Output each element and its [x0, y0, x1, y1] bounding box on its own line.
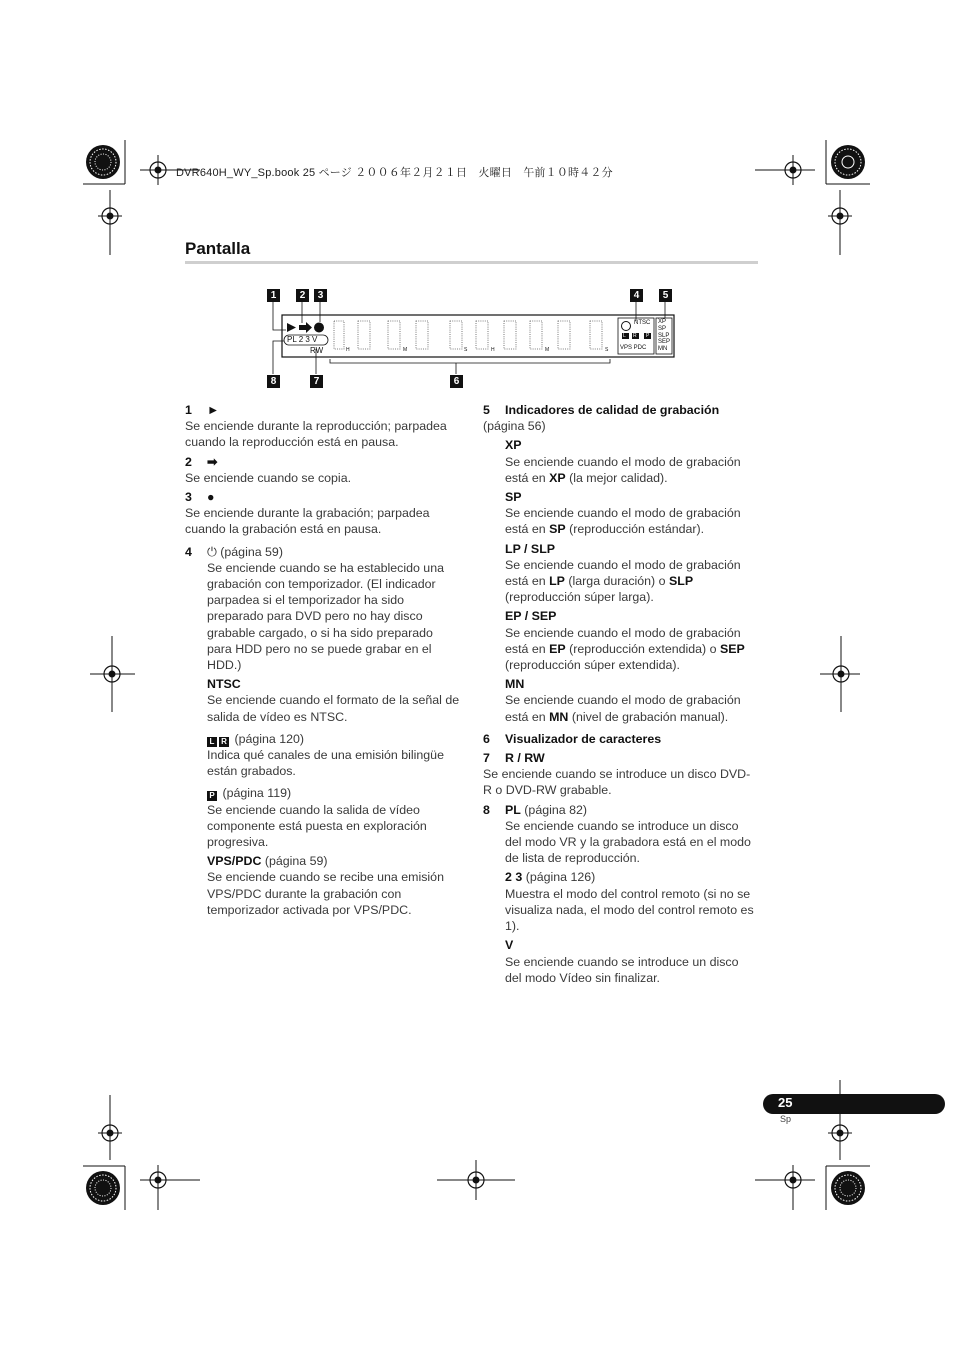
callout-8: 8 — [267, 375, 280, 388]
starburst-icon — [831, 1171, 865, 1205]
digit-suffix: S — [464, 347, 468, 353]
callout-4: 4 — [630, 289, 643, 302]
callout-5: 5 — [659, 289, 672, 302]
lr-text: Indica qué canales de una emisión bilingüe están grabados. — [207, 748, 444, 779]
right-column: 5 Indicadores de calidad de grabación (página 56) XP Se enciende cuando el modo de grabación está en XP (la mejor calidad). SP Se enciende cuando el modo de grabación está en SP (reproducción estándar). LP / SLP Se enciende cuando el modo de grabación está en LP (larga duración) o SLP (reproducción súper larga). EP / SEP Se enciende cuando el modo de grabación está en EP (reproducción extendida) o SEP (reproducción súper extendida). MN Se enciende cuando el modo de grabación está en MN (nivel de grabación manual). 6 Visualizador de caracteres 7 R / RW Se enciende cuando se introduce un disco DVD-R o DVD-RW grabable. 8 PL (página 82) Se enciende cuando se introduce un disco del modo VR y la grabadora está en el modo de lista de reproducción. 2 3 (página 126) Muestra el modo del control remoto (si no se visualiza nada, el modo del control remoto es 1). V Se enciende cuando se introduce un disco del modo Vídeo sin finalizar. — [483, 402, 758, 986]
v-label: V — [505, 938, 514, 953]
remote-mode-text: Muestra el modo del control remoto (si no se visualiza nada, el modo del control remoto es 1). — [505, 886, 754, 934]
title-rule — [185, 261, 758, 264]
sp-label: SP — [505, 490, 522, 505]
display-pl-label: PL 2 3 V — [287, 335, 318, 344]
display-lr-left: L — [623, 333, 626, 339]
starburst-icon — [86, 1171, 120, 1205]
timer-icon: ⏻ — [207, 544, 217, 559]
callout-7: 7 — [310, 375, 323, 388]
record-dot-icon — [314, 323, 324, 333]
callout-2: 2 — [296, 289, 309, 302]
p-text: Se enciende cuando la salida de vídeo componente está puesta en exploración progresiva. — [207, 802, 427, 850]
quality-xp: XP — [658, 319, 667, 325]
left-column: 1 ► Se enciende durante la reproducción; parpadea cuando la reproducción está en pausa. 2 ➡ Se enciende cuando se copia. 3 ● Se enciende durante la grabación; parpadea cuando la grabación está en pausa. 4 ⏻ (página 59) Se enciende cuando se ha establecido una grabación con temporizador. (El indicador parpadea si el temporizador ha sido preparado para DVD pero no hay disco grabable cargado, o si ha sido preparado para HDD pero no se puede grabar en el HDD.) NTSC Se enciende cuando el formato de la señal de salida de vídeo es NTSC. L R (página 120) Indica qué canales de una emisión bilingüe están grabados. P (página 119) Se enciende cuando la salida de vídeo componente está puesta en exploración progresiva. VPS/PDC (página 59) Se enciende cuando se recibe una emisión VPS/PDC durante la grabación con temporizador activada por VPS/PDC. — [185, 403, 460, 917]
remote-mode-label: 2 3 — [505, 870, 523, 885]
quality-mn: MN — [658, 346, 668, 353]
record-dot-icon: ● — [207, 490, 215, 505]
lp-label: LP / SLP — [505, 541, 556, 556]
display-quality-list — [658, 319, 670, 353]
page-title: Pantalla — [185, 239, 251, 258]
progressive-icon: P — [207, 791, 217, 801]
item7-title: R / RW — [505, 751, 545, 766]
digit-suffix: H — [491, 347, 495, 353]
file-header: DVR640H_WY_Sp.book 25 ページ ２００６年２月２１日 火曜日 午前１０時４２分 — [176, 167, 613, 179]
r-channel-icon: R — [219, 737, 229, 747]
item3-text: Se enciende durante la grabación; parpadea cuando la grabación está en pausa. — [185, 506, 430, 537]
copy-arrow-icon: ➡ — [207, 454, 218, 469]
display-vps-label: VPS PDC — [620, 345, 647, 351]
item1-text: Se enciende durante la reproducción; parpadea cuando la reproducción está en pausa. — [185, 419, 447, 450]
display-diagram — [260, 285, 680, 395]
quality-sp: SP — [658, 325, 667, 332]
starburst-icon — [86, 145, 120, 179]
display-rw-label: RW — [310, 346, 324, 355]
mn-label: MN — [505, 677, 525, 692]
l-channel-icon: L — [207, 737, 217, 747]
display-ntsc-label: NTSC — [634, 320, 651, 326]
digit-suffix: M — [545, 347, 550, 353]
vps-label: VPS/PDC — [207, 854, 262, 869]
quality-slp: SLP — [658, 332, 670, 339]
callout-3: 3 — [314, 289, 327, 302]
item8-label: PL — [505, 802, 521, 817]
item8-text: Se enciende cuando se introduce un disco del modo VR y la grabadora está en el modo de lista de reproducción. — [505, 818, 751, 866]
quality-sep: SEP — [658, 339, 671, 346]
callout-1: 1 — [267, 289, 280, 302]
page-lang: Sp — [780, 1114, 792, 1124]
item2-text: Se enciende cuando se copia. — [185, 470, 352, 485]
v-text: Se enciende cuando se introduce un disco del modo Vídeo sin finalizar. — [505, 954, 739, 985]
item4-text: Se enciende cuando se ha establecido una grabación con temporizador. (El indicador parpadea si el temporizador ha sido preparado para DVD pero no hay disco grabable cargado, o si ha sido preparado para HDD pero no se puede grabar en el HDD.) — [207, 560, 444, 673]
digit-suffix: S — [605, 347, 609, 353]
ntsc-label: NTSC — [207, 677, 241, 692]
item5-title: Indicadores de calidad de grabación — [505, 403, 720, 417]
item7-text: Se enciende cuando se introduce un disco DVD-R o DVD-RW grabable. — [483, 767, 751, 798]
display-lr-right: R — [633, 333, 637, 339]
play-icon: ► — [207, 403, 220, 417]
digit-suffix: M — [403, 347, 408, 353]
item6-title: Visualizador de caracteres — [505, 731, 662, 746]
callout-6: 6 — [450, 375, 463, 388]
xp-label: XP — [505, 438, 522, 453]
ntsc-text: Se enciende cuando el formato de la señal de salida de vídeo es NTSC. — [207, 693, 460, 724]
starburst-icon — [831, 145, 865, 179]
display-p-label: P — [646, 333, 650, 339]
page-number: 25 — [778, 1095, 793, 1110]
vps-text: Se enciende cuando se recibe una emisión VPS/PDC durante la grabación con temporizador activada por VPS/PDC. — [207, 870, 444, 917]
ep-label: EP / SEP — [505, 609, 557, 624]
digit-suffix: H — [346, 347, 350, 353]
